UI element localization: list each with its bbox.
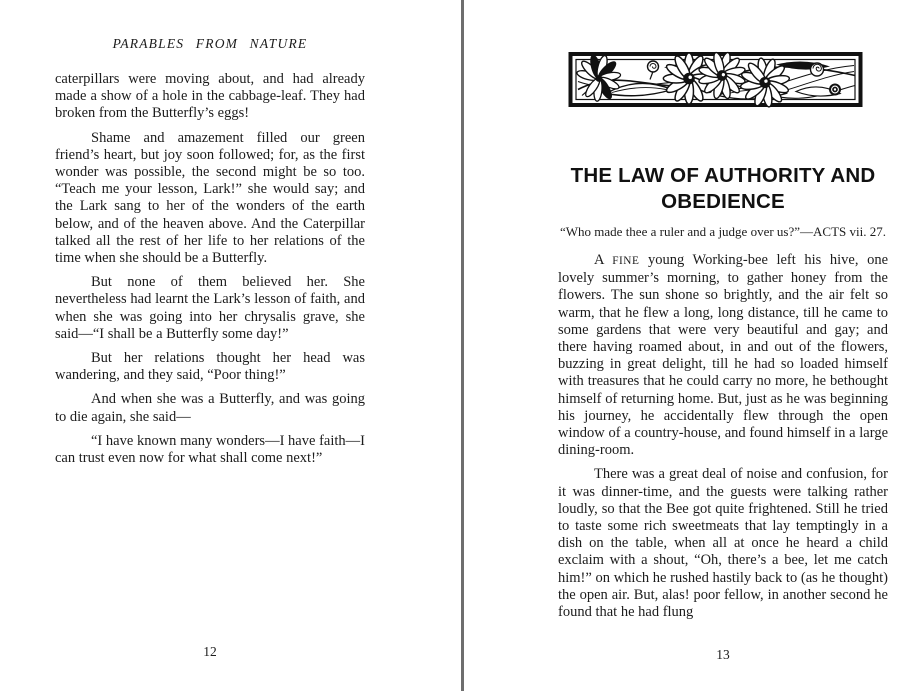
chapter-title: THE LAW OF AUTHORITY AND OBEDIENCE [570,164,876,213]
paragraph: But none of them believed her. She nevertheless had learnt the Lark’s lesson of faith, and when she was going into her chrysalis grave, she said—“I shall be a Butterfly some day!” [55,274,365,342]
paragraph: And when she was a Butterfly, and was going to die again, she said— [55,391,365,425]
page-number-right: 13 [716,647,730,662]
running-head: PARABLES FROM NATURE [112,36,308,51]
floral-ornament-svg [568,51,863,108]
page-right [464,0,924,691]
paragraph-rest: young Working-bee left his hive, one lovely summer’s morning, to gather honey from the flowers. The sun shone so brightly, and the air felt so warm, that he flew a long, long distance, till he came to some gardens that were very beautiful and gay; and there having roamed about, in and out of the flowers, buzzing in great delight, till he had so loaded himself with treasures that he could carry no more, he bethought himself of returning home. But, just as he was beginning his journey, he accidentally flew through the open window of a country-house, and found himself in a large dining-room. [558,252,888,459]
paragraph: caterpillars were moving about, and had already made a show of a hole in the cabbage-leaf. They had broken from the Butterfly’s eggs! [55,71,365,122]
right-text-block [558,252,888,628]
epigraph: “Who made thee a ruler and a judge over us?”—ACTS vii. 27. [560,224,886,239]
left-text-block [55,71,365,474]
paragraph-lead: A [594,252,613,268]
paragraph [558,252,888,459]
paragraph: But her relations thought her head was wandering, and they said, “Poor thing!” [55,350,365,384]
smallcaps-fine: FINE [612,255,640,267]
page-left [0,0,461,691]
paragraph: There was a great deal of noise and confusion, for it was dinner-time, and the guests were talking rather loudly, so that the Bee got quite frightened. Still he tried to taste some rich sweetmeats that lay temptingly in a dish on the table, when all at once he heard a child exclaim with a shout, “Oh, there’s a bee, let me catch him!” on which he rushed hastily back to (as he thought) the open air. But, alas! poor fellow, in another second he found that he had flung [558,466,888,621]
paragraph: Shame and amazement filled our green friend’s heart, but joy soon followed; for, as the first wonder was possible, the second might be so too. “Teach me your lesson, Lark!” she would say; and the Lark sang to her of the wonders of the earth below, and of the heaven above. And the Caterpillar talked all the rest of her life to her relations of the time when she should be a Butterfly. [55,129,365,267]
paragraph: “I have known many wonders—I have faith—I can trust even now for what shall come next!” [55,432,365,467]
page-number-left: 12 [203,644,217,659]
floral-ornament [568,51,863,108]
